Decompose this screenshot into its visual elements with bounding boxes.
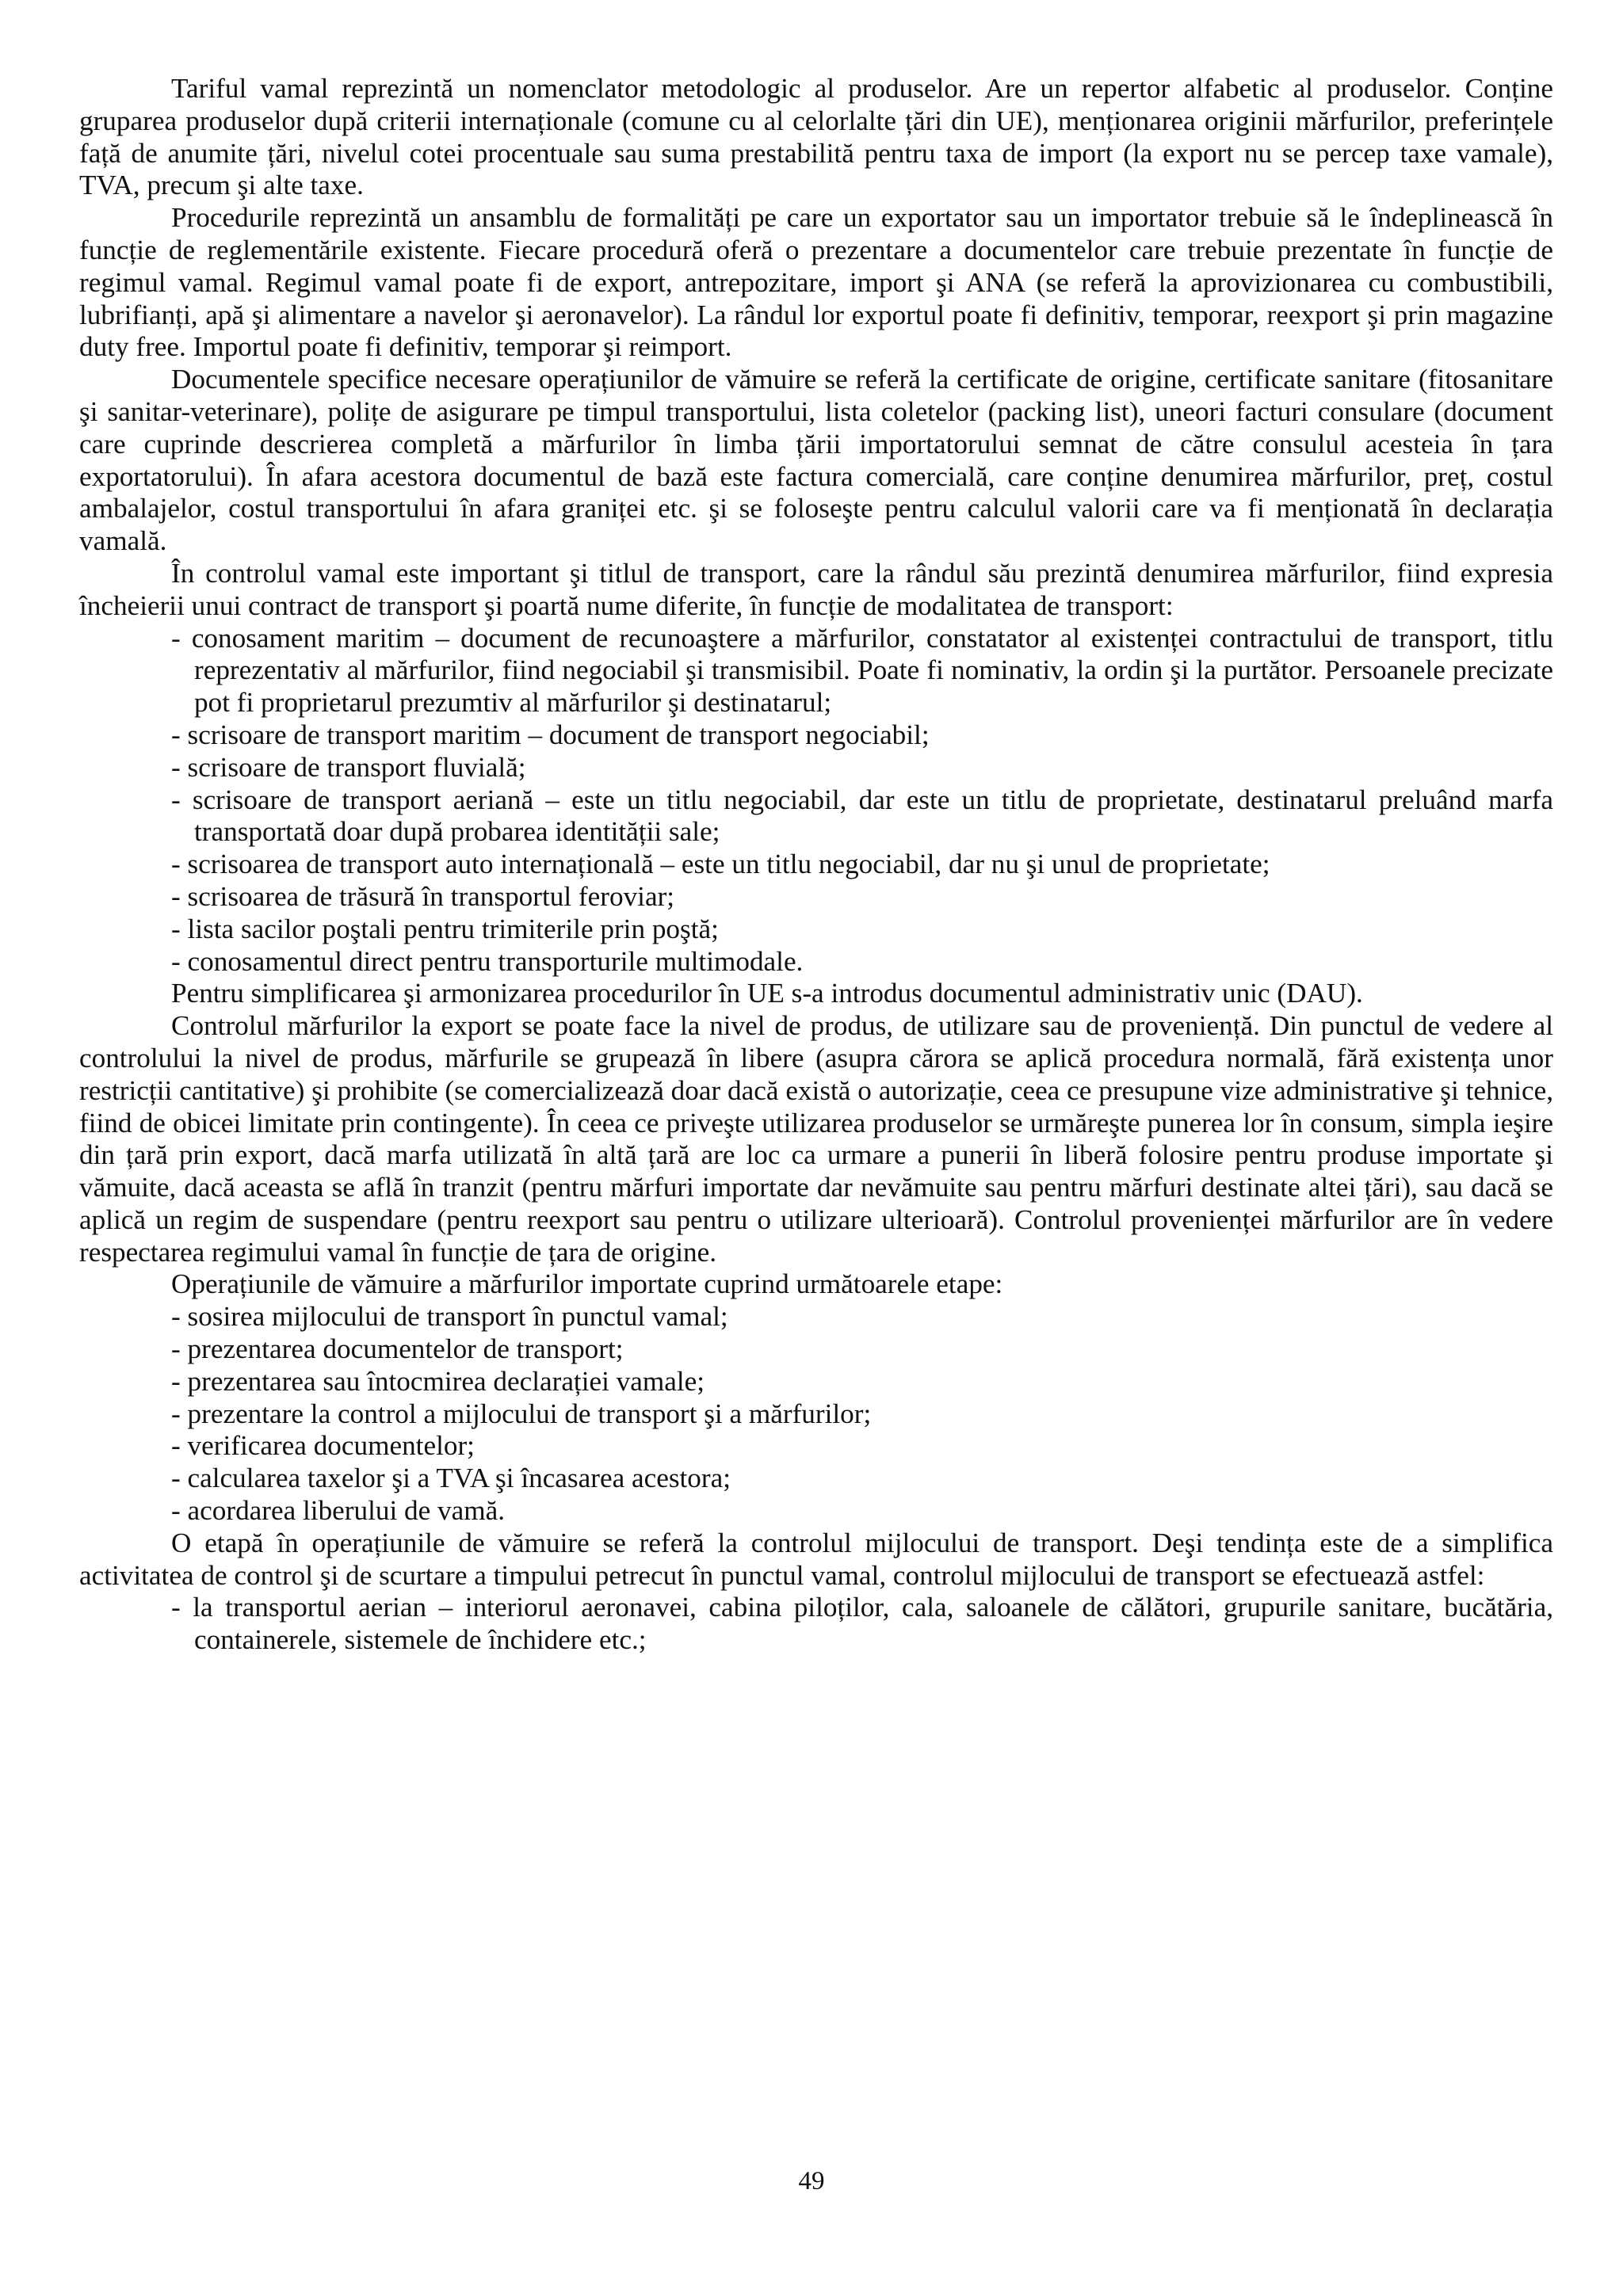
- list-item: - prezentare la control a mijlocului de transport şi a mărfurilor;: [171, 1398, 1553, 1431]
- paragraph-import-steps-intro: Operațiunile de vămuire a mărfurilor importate cuprind următoarele etape:: [171, 1268, 1003, 1300]
- list-item: - prezentarea documentelor de transport;: [171, 1333, 1553, 1366]
- list-item: - la transportul aerian – interiorul aeronavei, cabina piloților, cala, saloanele de călători, grupurile sanitare, bucătăria, containerele, sistemele de închidere etc.;: [171, 1592, 1553, 1657]
- list-item: - sosirea mijlocului de transport în punctul vamal;: [171, 1301, 1553, 1333]
- paragraph-customs-tariff: Tariful vamal reprezintă un nomenclator metodologic al produselor. Are un repertor alfabetic al produselor. Conține gruparea produselor după criterii internaționale (comune cu al celorlalte țări din UE), menționarea originii mărfurilor, preferințele față de anumite țări, nivelul cotei procentuale sau suma prestabilită pentru taxa de import (la export nu se percep taxe vamale), TVA, precum şi alte taxe.: [79, 73, 1553, 201]
- list-item: - lista sacilor poştali pentru trimiterile prin poştă;: [171, 913, 1553, 946]
- page-number: 49: [798, 2167, 825, 2195]
- list-item: - conosament maritim – document de recunoaştere a mărfurilor, constatator al existenței contractului de transport, titlu reprezentativ al mărfurilor, fiind negociabil şi transmisibil. Poate fi nominativ, la ordin şi la purtător. Persoanele precizate pot fi proprietarul prezumtiv al mărfurilor şi destinatarul;: [171, 623, 1553, 719]
- paragraph-transport-control: O etapă în operațiunile de vămuire se referă la controlul mijlocului de transport. Deşi tendința este de a simplifica activitatea de control şi de scurtare a timpului petrecut în punctul vamal, controlul mijlocului de transport se efectuează astfel:: [79, 1527, 1553, 1591]
- import-steps-list: [79, 1301, 1553, 1527]
- paragraph-documents: Documentele specifice necesare operațiunilor de vămuire se referă la certificate de origine, certificate sanitare (fitosanitare şi sanitar-veterinare), polițe de asigurare pe timpul transportului, lista coletelor (packing list), uneori facturi consulare (document care cuprinde descrierea completă a mărfurilor în limba țării importatorului semnat de către consulul acesteia în țara exportatorului). În afara acestora documentul de bază este factura comercială, care conține denumirea mărfurilor, preț, costul ambalajelor, costul transportului în afara graniței etc. şi se foloseşte pentru calculul valorii care va fi menționată în declarația vamală.: [79, 364, 1553, 557]
- list-item: - verificarea documentelor;: [171, 1430, 1553, 1463]
- list-item: - scrisoare de transport aeriană – este un titlu negociabil, dar este un titlu de proprietate, destinatarul preluând marfa transportată doar după probarea identității sale;: [171, 784, 1553, 849]
- paragraph-dau: Pentru simplificarea şi armonizarea procedurilor în UE s-a introdus documentul administrativ unic (DAU).: [171, 978, 1363, 1009]
- list-item: - scrisoare de transport maritim – document de transport negociabil;: [171, 719, 1553, 752]
- transport-titles-list: [79, 623, 1553, 978]
- paragraph-transport-title: În controlul vamal este important şi titlul de transport, care la rândul său prezintă denumirea mărfurilor, fiind expresia încheierii unui contract de transport şi poartă nume diferite, în funcție de modalitatea de transport:: [79, 557, 1553, 621]
- paragraph-procedures: Procedurile reprezintă un ansamblu de formalități pe care un exportator sau un importator trebuie să le îndeplinească în funcție de reglementările existente. Fiecare procedură oferă o prezentare a documentelor care trebuie prezentate în funcție de regimul vamal. Regimul vamal poate fi de export, antrepozitare, import şi ANA (se referă la aprovizionarea cu combustibili, lubrifianți, apă şi alimentare a navelor şi aeronavelor). La rândul lor exportul poate fi definitiv, temporar, reexport şi prin magazine duty free. Importul poate fi definitiv, temporar şi reimport.: [79, 202, 1553, 363]
- list-item: - conosamentul direct pentru transporturile multimodale.: [171, 946, 1553, 978]
- paragraph-export-control: Controlul mărfurilor la export se poate face la nivel de produs, de utilizare sau de proveniență. Din punctul de vedere al controlului la nivel de produs, mărfurile se grupează în libere (asupra cărora se aplică procedura normală, fără existența unor restricții cantitative) şi prohibite (se comercializează doar dacă există o autorizație, ceea ce presupune vize administrative şi tehnice, fiind de obicei limitate prin contingente). În ceea ce priveşte utilizarea produselor se urmăreşte punerea lor în consum, simpla ieşire din țară prin export, dacă marfa utilizată în altă țară are loc ca urmare a punerii în liberă folosire pentru produse importate şi vămuite, dacă aceasta se află în tranzit (pentru mărfuri importate dar nevămuite sau pentru mărfuri destinate altei țări), sau dacă se aplică un regim de suspendare (pentru reexport sau pentru o utilizare ulterioară). Controlul provenienței mărfurilor are în vedere respectarea regimului vamal în funcție de țara de origine.: [79, 1010, 1553, 1268]
- list-item: - calcularea taxelor şi a TVA şi încasarea acestora;: [171, 1463, 1553, 1495]
- list-item: - prezentarea sau întocmirea declarației vamale;: [171, 1366, 1553, 1398]
- list-item: - scrisoarea de transport auto internațională – este un titlu negociabil, dar nu şi unul de proprietate;: [171, 849, 1553, 881]
- list-item: - scrisoarea de trăsură în transportul feroviar;: [171, 881, 1553, 913]
- list-item: - scrisoare de transport fluvială;: [171, 752, 1553, 784]
- transport-control-list: [79, 1592, 1553, 1657]
- list-item: - acordarea liberului de vamă.: [171, 1495, 1553, 1527]
- page-body: [79, 73, 1553, 1657]
